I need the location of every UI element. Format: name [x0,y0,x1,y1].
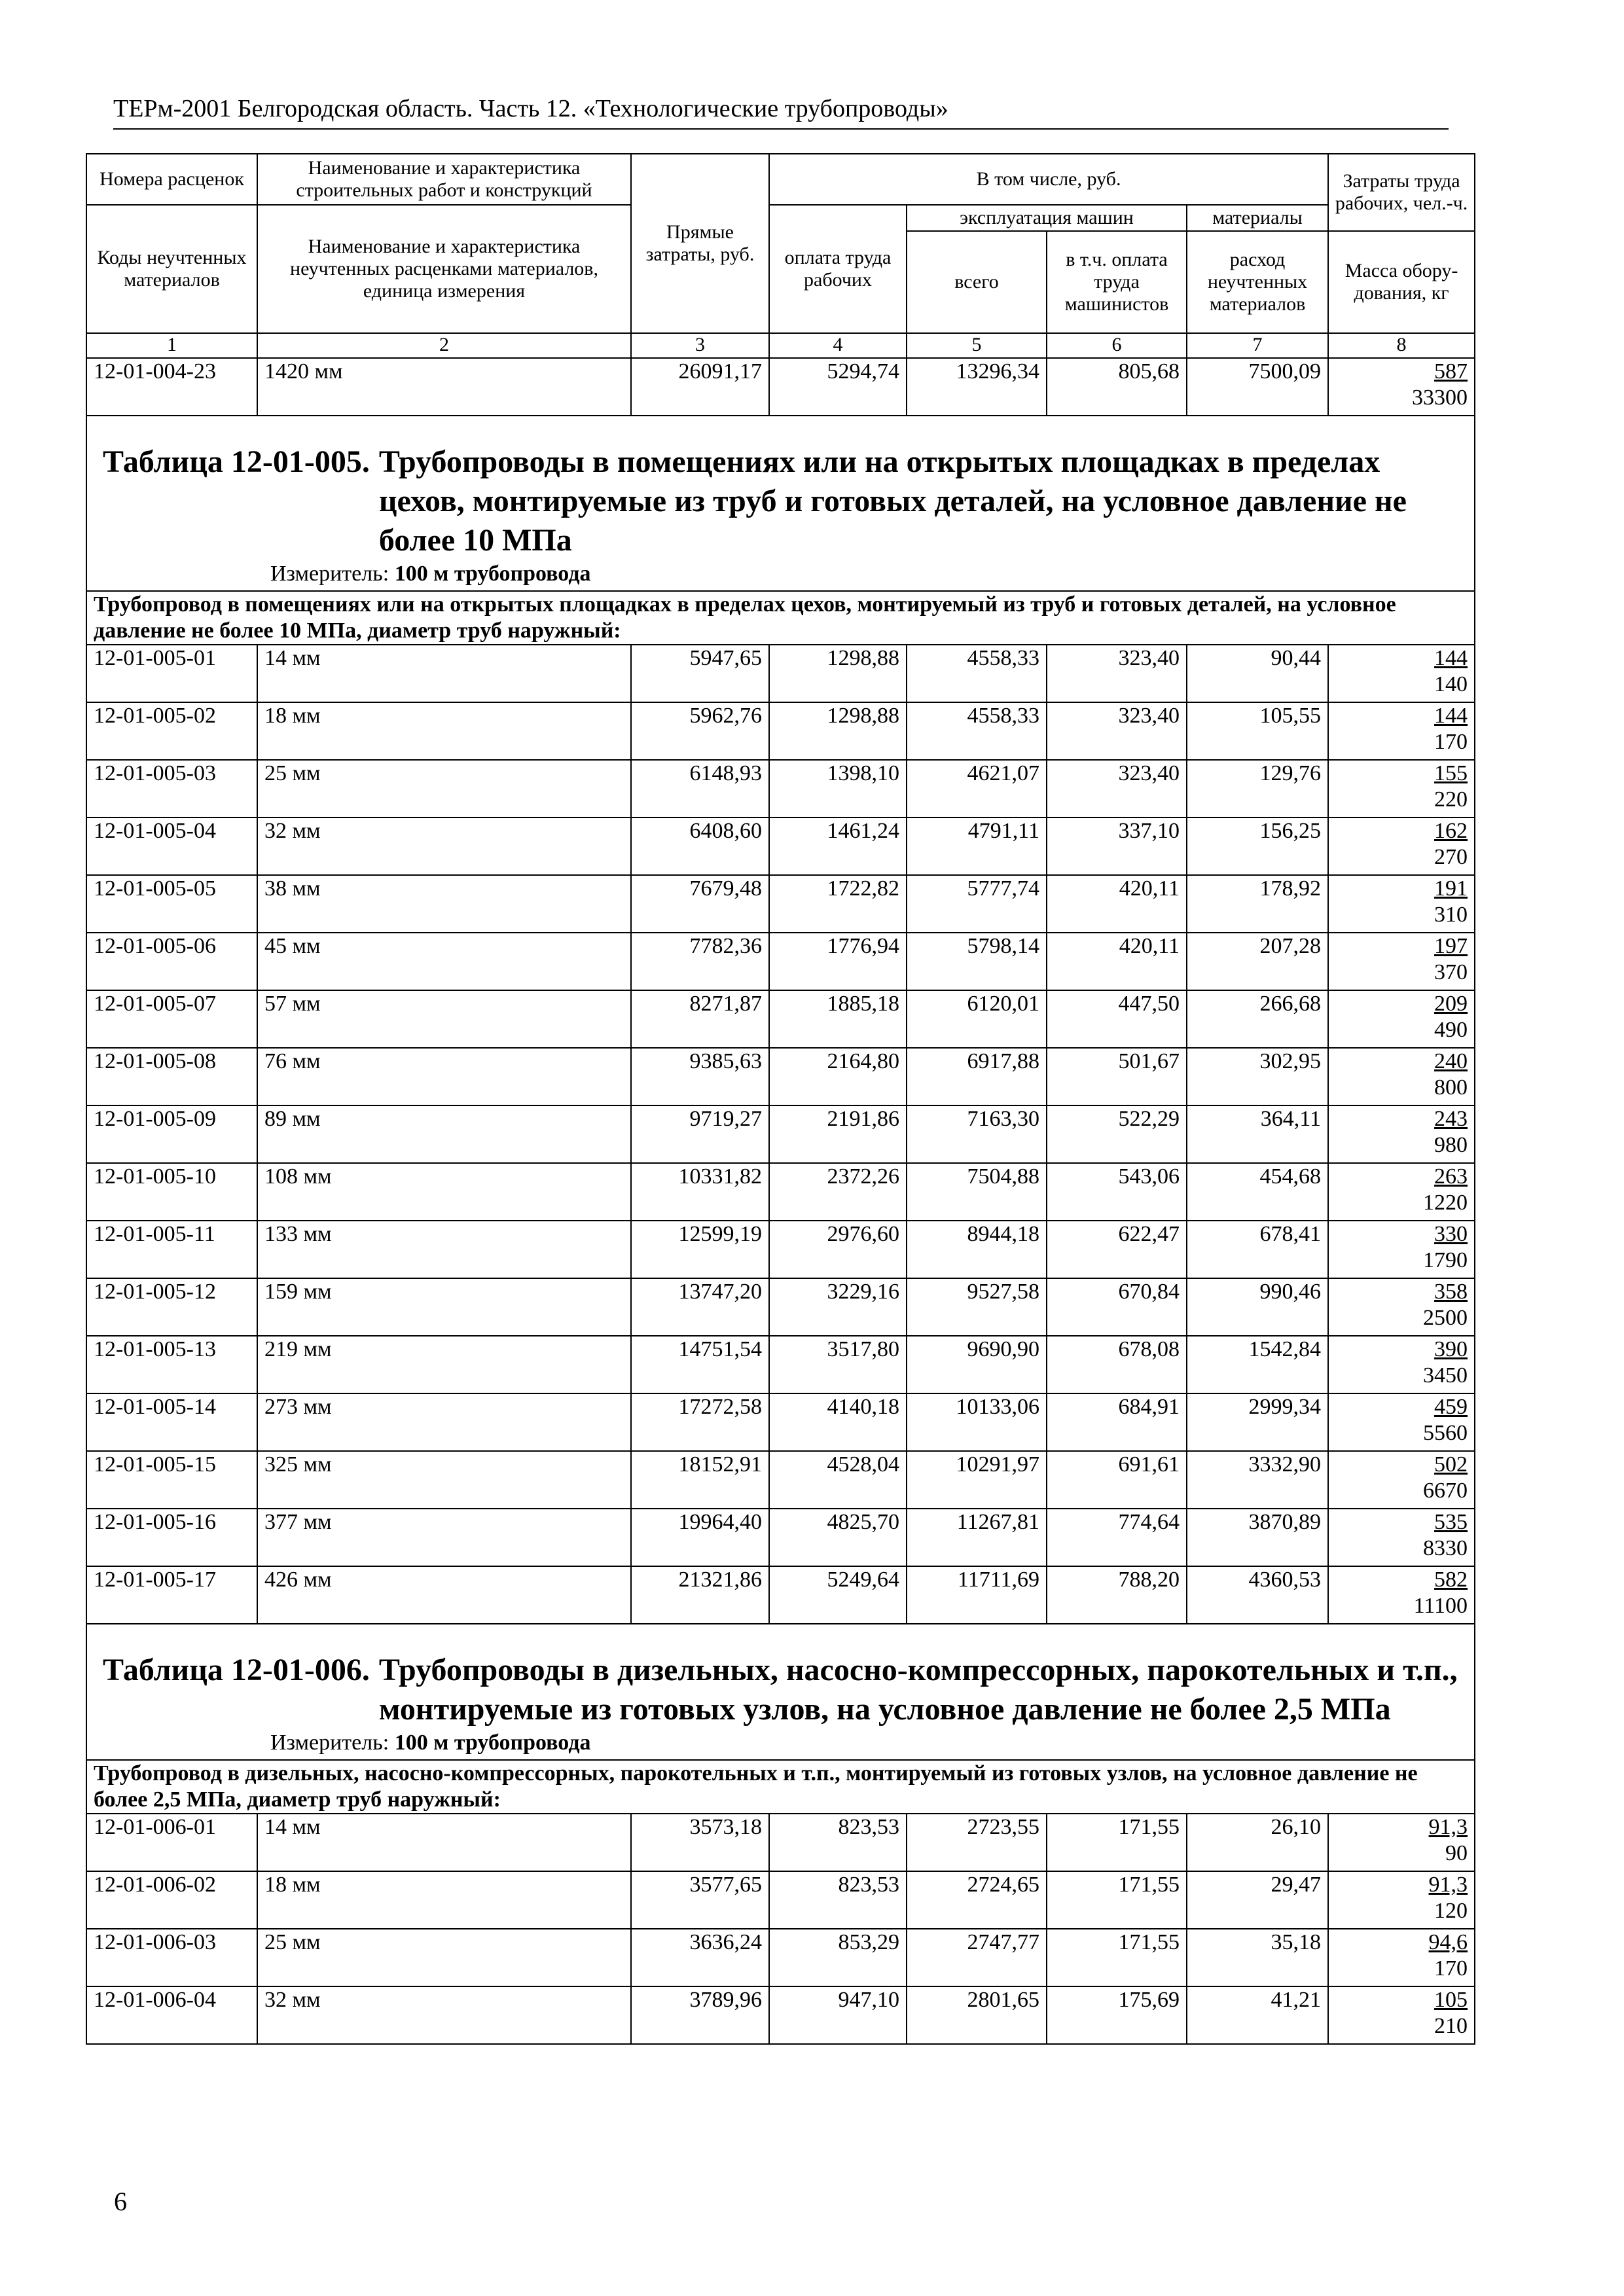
machines-total: 6917,88 [907,1048,1047,1105]
materials-cost: 364,11 [1187,1105,1328,1163]
rate-code: 12-01-006-03 [86,1929,257,1986]
labor-and-mass [1328,760,1475,817]
worker-wages: 1776,94 [769,933,907,990]
labor-and-mass [1328,1393,1475,1451]
labor-and-mass [1328,702,1475,760]
rate-code: 12-01-005-08 [86,1048,257,1105]
direct-costs: 14751,54 [631,1336,769,1393]
machinist-wages: 447,50 [1047,990,1187,1048]
table-row [86,990,1475,1048]
labor-costs: 587 [1434,359,1468,384]
equipment-mass: 6670 [1423,1479,1468,1503]
machines-total: 2801,65 [907,1986,1047,2044]
equipment-mass: 980 [1434,1133,1468,1157]
measure-label: Измеритель: [270,562,389,586]
worker-wages: 1298,88 [769,702,907,760]
direct-costs: 12599,19 [631,1221,769,1278]
rate-code: 12-01-005-01 [86,645,257,702]
materials-cost: 207,28 [1187,933,1328,990]
labor-and-mass [1328,1221,1475,1278]
machinist-wages: 323,40 [1047,645,1187,702]
labor-and-mass [1328,1105,1475,1163]
labor-and-mass [1328,990,1475,1048]
header-unaccounted-materials: расход неучтенных материалов [1187,231,1328,333]
equipment-mass: 140 [1434,672,1468,696]
materials-cost: 7500,09 [1187,358,1328,416]
materials-cost: 105,55 [1187,702,1328,760]
table-row [86,760,1475,817]
equipment-mass: 170 [1434,1956,1468,1981]
header-material-names: Наименование и характеристика неучтенных расценками материалов, единица измерения [257,205,631,333]
table-row [86,645,1475,702]
worker-wages: 5249,64 [769,1566,907,1624]
worker-wages: 2191,86 [769,1105,907,1163]
table-row [86,1566,1475,1624]
labor-and-mass [1328,1048,1475,1105]
equipment-mass: 370 [1434,960,1468,984]
direct-costs: 7679,48 [631,875,769,933]
measure-label: Измеритель: [270,1731,389,1755]
rate-code: 12-01-005-02 [86,702,257,760]
pipe-diameter: 325 мм [257,1451,631,1509]
materials-cost: 156,25 [1187,817,1328,875]
table-row [86,1105,1475,1163]
machines-total: 7163,30 [907,1105,1047,1163]
materials-cost: 302,95 [1187,1048,1328,1105]
pipe-diameter: 377 мм [257,1509,631,1566]
labor-costs: 535 [1434,1510,1468,1534]
machinist-wages: 323,40 [1047,760,1187,817]
header-equipment-mass: Масса обору-дования, кг [1328,231,1475,333]
machinist-wages: 774,64 [1047,1509,1187,1566]
labor-costs: 155 [1434,761,1468,785]
machinist-wages: 337,10 [1047,817,1187,875]
labor-costs: 263 [1434,1164,1468,1189]
machines-total: 4621,07 [907,760,1047,817]
table-title-cell [86,416,1475,591]
machines-total: 11711,69 [907,1566,1047,1624]
materials-cost: 35,18 [1187,1929,1328,1986]
worker-wages: 823,53 [769,1871,907,1929]
direct-costs: 5962,76 [631,702,769,760]
materials-cost: 3870,89 [1187,1509,1328,1566]
materials-cost: 4360,53 [1187,1566,1328,1624]
equipment-mass: 220 [1434,787,1468,812]
direct-costs: 26091,17 [631,358,769,416]
header-row-2 [86,205,1475,231]
direct-costs: 18152,91 [631,1451,769,1509]
pipe-diameter: 159 мм [257,1278,631,1336]
direct-costs: 9719,27 [631,1105,769,1163]
machinist-wages: 805,68 [1047,358,1187,416]
rate-code: 12-01-005-04 [86,817,257,875]
rate-code: 12-01-005-11 [86,1221,257,1278]
table-row [86,1278,1475,1336]
machines-total: 5777,74 [907,875,1047,933]
labor-costs: 91,3 [1428,1873,1468,1897]
labor-and-mass [1328,817,1475,875]
table-number: Таблица 12-01-005. [103,444,370,479]
equipment-mass: 33300 [1412,386,1468,410]
header-row-1 [86,154,1475,205]
pipe-diameter: 45 мм [257,933,631,990]
column-number: 1 [86,333,257,358]
equipment-mass: 210 [1434,2014,1468,2038]
rates-table [86,153,1475,2045]
direct-costs: 21321,86 [631,1566,769,1624]
machines-total: 9690,90 [907,1336,1047,1393]
direct-costs: 19964,40 [631,1509,769,1566]
column-number: 4 [769,333,907,358]
pipe-diameter: 89 мм [257,1105,631,1163]
labor-costs: 390 [1434,1337,1468,1361]
machinist-wages: 684,91 [1047,1393,1187,1451]
machines-total: 5798,14 [907,933,1047,990]
equipment-mass: 490 [1434,1018,1468,1042]
table-row [86,1986,1475,2044]
machinist-wages: 670,84 [1047,1278,1187,1336]
materials-cost: 678,41 [1187,1221,1328,1278]
equipment-mass: 270 [1434,845,1468,869]
pipe-diameter: 133 мм [257,1221,631,1278]
machines-total: 2723,55 [907,1814,1047,1871]
labor-and-mass [1328,933,1475,990]
labor-and-mass [1328,1163,1475,1221]
column-number: 3 [631,333,769,358]
pipe-diameter: 18 мм [257,702,631,760]
equipment-mass: 1220 [1423,1191,1468,1215]
materials-cost: 90,44 [1187,645,1328,702]
measure-value: 100 м трубопровода [394,562,591,586]
table-title-row [86,416,1475,591]
header-direct-costs: Прямые затраты, руб. [631,154,769,333]
worker-wages: 2372,26 [769,1163,907,1221]
labor-and-mass [1328,1814,1475,1871]
pipe-diameter: 14 мм [257,1814,631,1871]
header-worker-wages: оплата труда рабочих [769,205,907,333]
direct-costs: 17272,58 [631,1393,769,1451]
direct-costs: 3636,24 [631,1929,769,1986]
labor-costs: 459 [1434,1395,1468,1419]
table-title-cell [86,1624,1475,1760]
materials-cost: 3332,90 [1187,1451,1328,1509]
table-title-text: Трубопроводы в дизельных, насосно-компрессорных, парокотельных и т.п., монтируемые из готовых узлов, на условное давление не более 2,5 МПа [378,1653,1458,1727]
pipe-diameter: 219 мм [257,1336,631,1393]
materials-cost: 1542,84 [1187,1336,1328,1393]
direct-costs: 9385,63 [631,1048,769,1105]
header-machine-operation: эксплуатация машин [907,205,1187,231]
labor-costs: 191 [1434,876,1468,901]
header-machinist-wages: в т.ч. оплата труда машинистов [1047,231,1187,333]
pipe-diameter: 25 мм [257,1929,631,1986]
column-number: 2 [257,333,631,358]
worker-wages: 2164,80 [769,1048,907,1105]
table-row [86,875,1475,933]
materials-cost: 266,68 [1187,990,1328,1048]
labor-and-mass [1328,1336,1475,1393]
header-machines-total: всего [907,231,1047,333]
materials-cost: 178,92 [1187,875,1328,933]
worker-wages: 1461,24 [769,817,907,875]
table-row [86,358,1475,416]
labor-costs: 144 [1434,646,1468,670]
measure-unit [87,560,1474,590]
table-number: Таблица 12-01-006. [103,1653,370,1687]
machinist-wages: 175,69 [1047,1986,1187,2044]
machinist-wages: 171,55 [1047,1871,1187,1929]
equipment-mass: 2500 [1423,1306,1468,1330]
rate-code: 12-01-005-14 [86,1393,257,1451]
rates-table-wrap [86,153,1474,2045]
machinist-wages: 522,29 [1047,1105,1187,1163]
direct-costs: 3789,96 [631,1986,769,2044]
column-number: 8 [1328,333,1475,358]
worker-wages: 853,29 [769,1929,907,1986]
materials-cost: 454,68 [1187,1163,1328,1221]
direct-costs: 6408,60 [631,817,769,875]
rate-code: 12-01-005-13 [86,1336,257,1393]
rate-code: 12-01-005-07 [86,990,257,1048]
worker-wages: 3517,80 [769,1336,907,1393]
rate-code: 12-01-005-10 [86,1163,257,1221]
equipment-mass: 120 [1434,1899,1468,1923]
equipment-mass: 11100 [1413,1594,1468,1618]
labor-costs: 240 [1434,1049,1468,1073]
rate-code: 12-01-004-23 [86,358,257,416]
direct-costs: 3573,18 [631,1814,769,1871]
table-title [87,1651,1474,1729]
labor-costs: 209 [1434,992,1468,1016]
rates-table-body [86,154,1475,2044]
labor-costs: 502 [1434,1452,1468,1477]
pipe-diameter: 32 мм [257,817,631,875]
header-material-codes: Коды неучтенных материалов [86,205,257,333]
worker-wages: 5294,74 [769,358,907,416]
header-labor-costs: Затраты труда рабочих, чел.-ч. [1328,154,1475,231]
materials-cost: 29,47 [1187,1871,1328,1929]
column-number: 7 [1187,333,1328,358]
machines-total: 13296,34 [907,358,1047,416]
materials-cost: 129,76 [1187,760,1328,817]
machinist-wages: 420,11 [1047,875,1187,933]
table-row [86,1221,1475,1278]
pipe-diameter: 108 мм [257,1163,631,1221]
table-row [86,1163,1475,1221]
worker-wages: 4825,70 [769,1509,907,1566]
machinist-wages: 323,40 [1047,702,1187,760]
table-row [86,1393,1475,1451]
table-row [86,1871,1475,1929]
materials-cost: 2999,34 [1187,1393,1328,1451]
labor-costs: 105 [1434,1988,1468,2012]
labor-and-mass [1328,1451,1475,1509]
pipe-diameter: 273 мм [257,1393,631,1451]
worker-wages: 1722,82 [769,875,907,933]
labor-and-mass [1328,1566,1475,1624]
header-including: В том числе, руб. [769,154,1328,205]
machinist-wages: 691,61 [1047,1451,1187,1509]
machines-total: 7504,88 [907,1163,1047,1221]
labor-costs: 91,3 [1428,1815,1468,1839]
rate-code: 12-01-005-06 [86,933,257,990]
machinist-wages: 420,11 [1047,933,1187,990]
table-row [86,817,1475,875]
header-materials: материалы [1187,205,1328,231]
pipe-diameter: 1420 мм [257,358,631,416]
table-row [86,1451,1475,1509]
table-title-text: Трубопроводы в помещениях или на открытых площадках в пределах цехов, монтируемые из труб и готовых деталей, на условное давление не более 10 МПа [378,444,1407,558]
section-heading: Трубопровод в дизельных, насосно-компрессорных, парокотельных и т.п., монтируемый из готовых узлов, на условное давление не более 2,5 МПа, диаметр труб наружный: [86,1760,1475,1814]
table-row [86,702,1475,760]
machines-total: 10291,97 [907,1451,1047,1509]
section-heading-row [86,591,1475,645]
pipe-diameter: 18 мм [257,1871,631,1929]
worker-wages: 947,10 [769,1986,907,2044]
labor-and-mass [1328,1278,1475,1336]
machinist-wages: 788,20 [1047,1566,1187,1624]
rate-code: 12-01-006-04 [86,1986,257,2044]
labor-and-mass [1328,875,1475,933]
equipment-mass: 310 [1434,903,1468,927]
table-row [86,1814,1475,1871]
machines-total: 9527,58 [907,1278,1047,1336]
table-row [86,1048,1475,1105]
column-number: 5 [907,333,1047,358]
machines-total: 10133,06 [907,1393,1047,1451]
labor-costs: 358 [1434,1280,1468,1304]
direct-costs: 6148,93 [631,760,769,817]
direct-costs: 13747,20 [631,1278,769,1336]
rate-code: 12-01-006-02 [86,1871,257,1929]
machines-total: 8944,18 [907,1221,1047,1278]
worker-wages: 1398,10 [769,760,907,817]
pipe-diameter: 32 мм [257,1986,631,2044]
equipment-mass: 1790 [1423,1248,1468,1272]
equipment-mass: 8330 [1423,1536,1468,1560]
direct-costs: 5947,65 [631,645,769,702]
machinist-wages: 171,55 [1047,1929,1187,1986]
equipment-mass: 90 [1445,1841,1468,1865]
header-rate-numbers: Номера расценок [86,154,257,205]
rate-code: 12-01-005-17 [86,1566,257,1624]
machinist-wages: 678,08 [1047,1336,1187,1393]
rate-code: 12-01-005-16 [86,1509,257,1566]
materials-cost: 990,46 [1187,1278,1328,1336]
labor-costs: 582 [1434,1568,1468,1592]
column-number: 6 [1047,333,1187,358]
pipe-diameter: 57 мм [257,990,631,1048]
table-row [86,1509,1475,1566]
worker-wages: 3229,16 [769,1278,907,1336]
worker-wages: 823,53 [769,1814,907,1871]
machines-total: 4558,33 [907,702,1047,760]
machines-total: 4791,11 [907,817,1047,875]
machines-total: 11267,81 [907,1509,1047,1566]
worker-wages: 1298,88 [769,645,907,702]
page-number: 6 [114,2187,127,2216]
worker-wages: 2976,60 [769,1221,907,1278]
rate-code: 12-01-005-15 [86,1451,257,1509]
measure-unit [87,1729,1474,1759]
table-row [86,1929,1475,1986]
section-heading: Трубопровод в помещениях или на открытых площадках в пределах цехов, монтируемый из труб и готовых деталей, на условное давление не более 10 МПа, диаметр труб наружный: [86,591,1475,645]
rate-code: 12-01-005-12 [86,1278,257,1336]
labor-costs: 162 [1434,819,1468,843]
running-header: ТЕРм-2001 Белгородская область. Часть 12. «Технологические трубопроводы» [113,92,1449,130]
materials-cost: 26,10 [1187,1814,1328,1871]
worker-wages: 4528,04 [769,1451,907,1509]
labor-costs: 144 [1434,704,1468,728]
section-heading-row [86,1760,1475,1814]
machines-total: 6120,01 [907,990,1047,1048]
worker-wages: 1885,18 [769,990,907,1048]
labor-and-mass [1328,645,1475,702]
labor-costs: 243 [1434,1107,1468,1131]
table-title [87,442,1474,560]
direct-costs: 3577,65 [631,1871,769,1929]
pipe-diameter: 38 мм [257,875,631,933]
pipe-diameter: 14 мм [257,645,631,702]
table-row [86,1336,1475,1393]
table-title-row [86,1624,1475,1760]
labor-and-mass [1328,1871,1475,1929]
labor-and-mass [1328,358,1475,416]
equipment-mass: 170 [1434,730,1468,754]
rate-code: 12-01-005-03 [86,760,257,817]
machinist-wages: 543,06 [1047,1163,1187,1221]
machines-total: 4558,33 [907,645,1047,702]
machines-total: 2747,77 [907,1929,1047,1986]
labor-costs: 94,6 [1428,1930,1468,1954]
header-work-name: Наименование и характеристика строительных работ и конструкций [257,154,631,205]
machinist-wages: 622,47 [1047,1221,1187,1278]
pipe-diameter: 76 мм [257,1048,631,1105]
pipe-diameter: 25 мм [257,760,631,817]
direct-costs: 10331,82 [631,1163,769,1221]
materials-cost: 41,21 [1187,1986,1328,2044]
equipment-mass: 3450 [1423,1363,1468,1388]
worker-wages: 4140,18 [769,1393,907,1451]
labor-costs: 197 [1434,934,1468,958]
table-row [86,933,1475,990]
machinist-wages: 501,67 [1047,1048,1187,1105]
labor-and-mass [1328,1929,1475,1986]
column-numbers-row [86,333,1475,358]
machinist-wages: 171,55 [1047,1814,1187,1871]
machines-total: 2724,65 [907,1871,1047,1929]
labor-and-mass [1328,1509,1475,1566]
rate-code: 12-01-005-05 [86,875,257,933]
measure-value: 100 м трубопровода [394,1731,591,1755]
equipment-mass: 5560 [1423,1421,1468,1445]
direct-costs: 7782,36 [631,933,769,990]
equipment-mass: 800 [1434,1075,1468,1100]
labor-and-mass [1328,1986,1475,2044]
rate-code: 12-01-006-01 [86,1814,257,1871]
labor-costs: 330 [1434,1222,1468,1246]
rate-code: 12-01-005-09 [86,1105,257,1163]
pipe-diameter: 426 мм [257,1566,631,1624]
direct-costs: 8271,87 [631,990,769,1048]
